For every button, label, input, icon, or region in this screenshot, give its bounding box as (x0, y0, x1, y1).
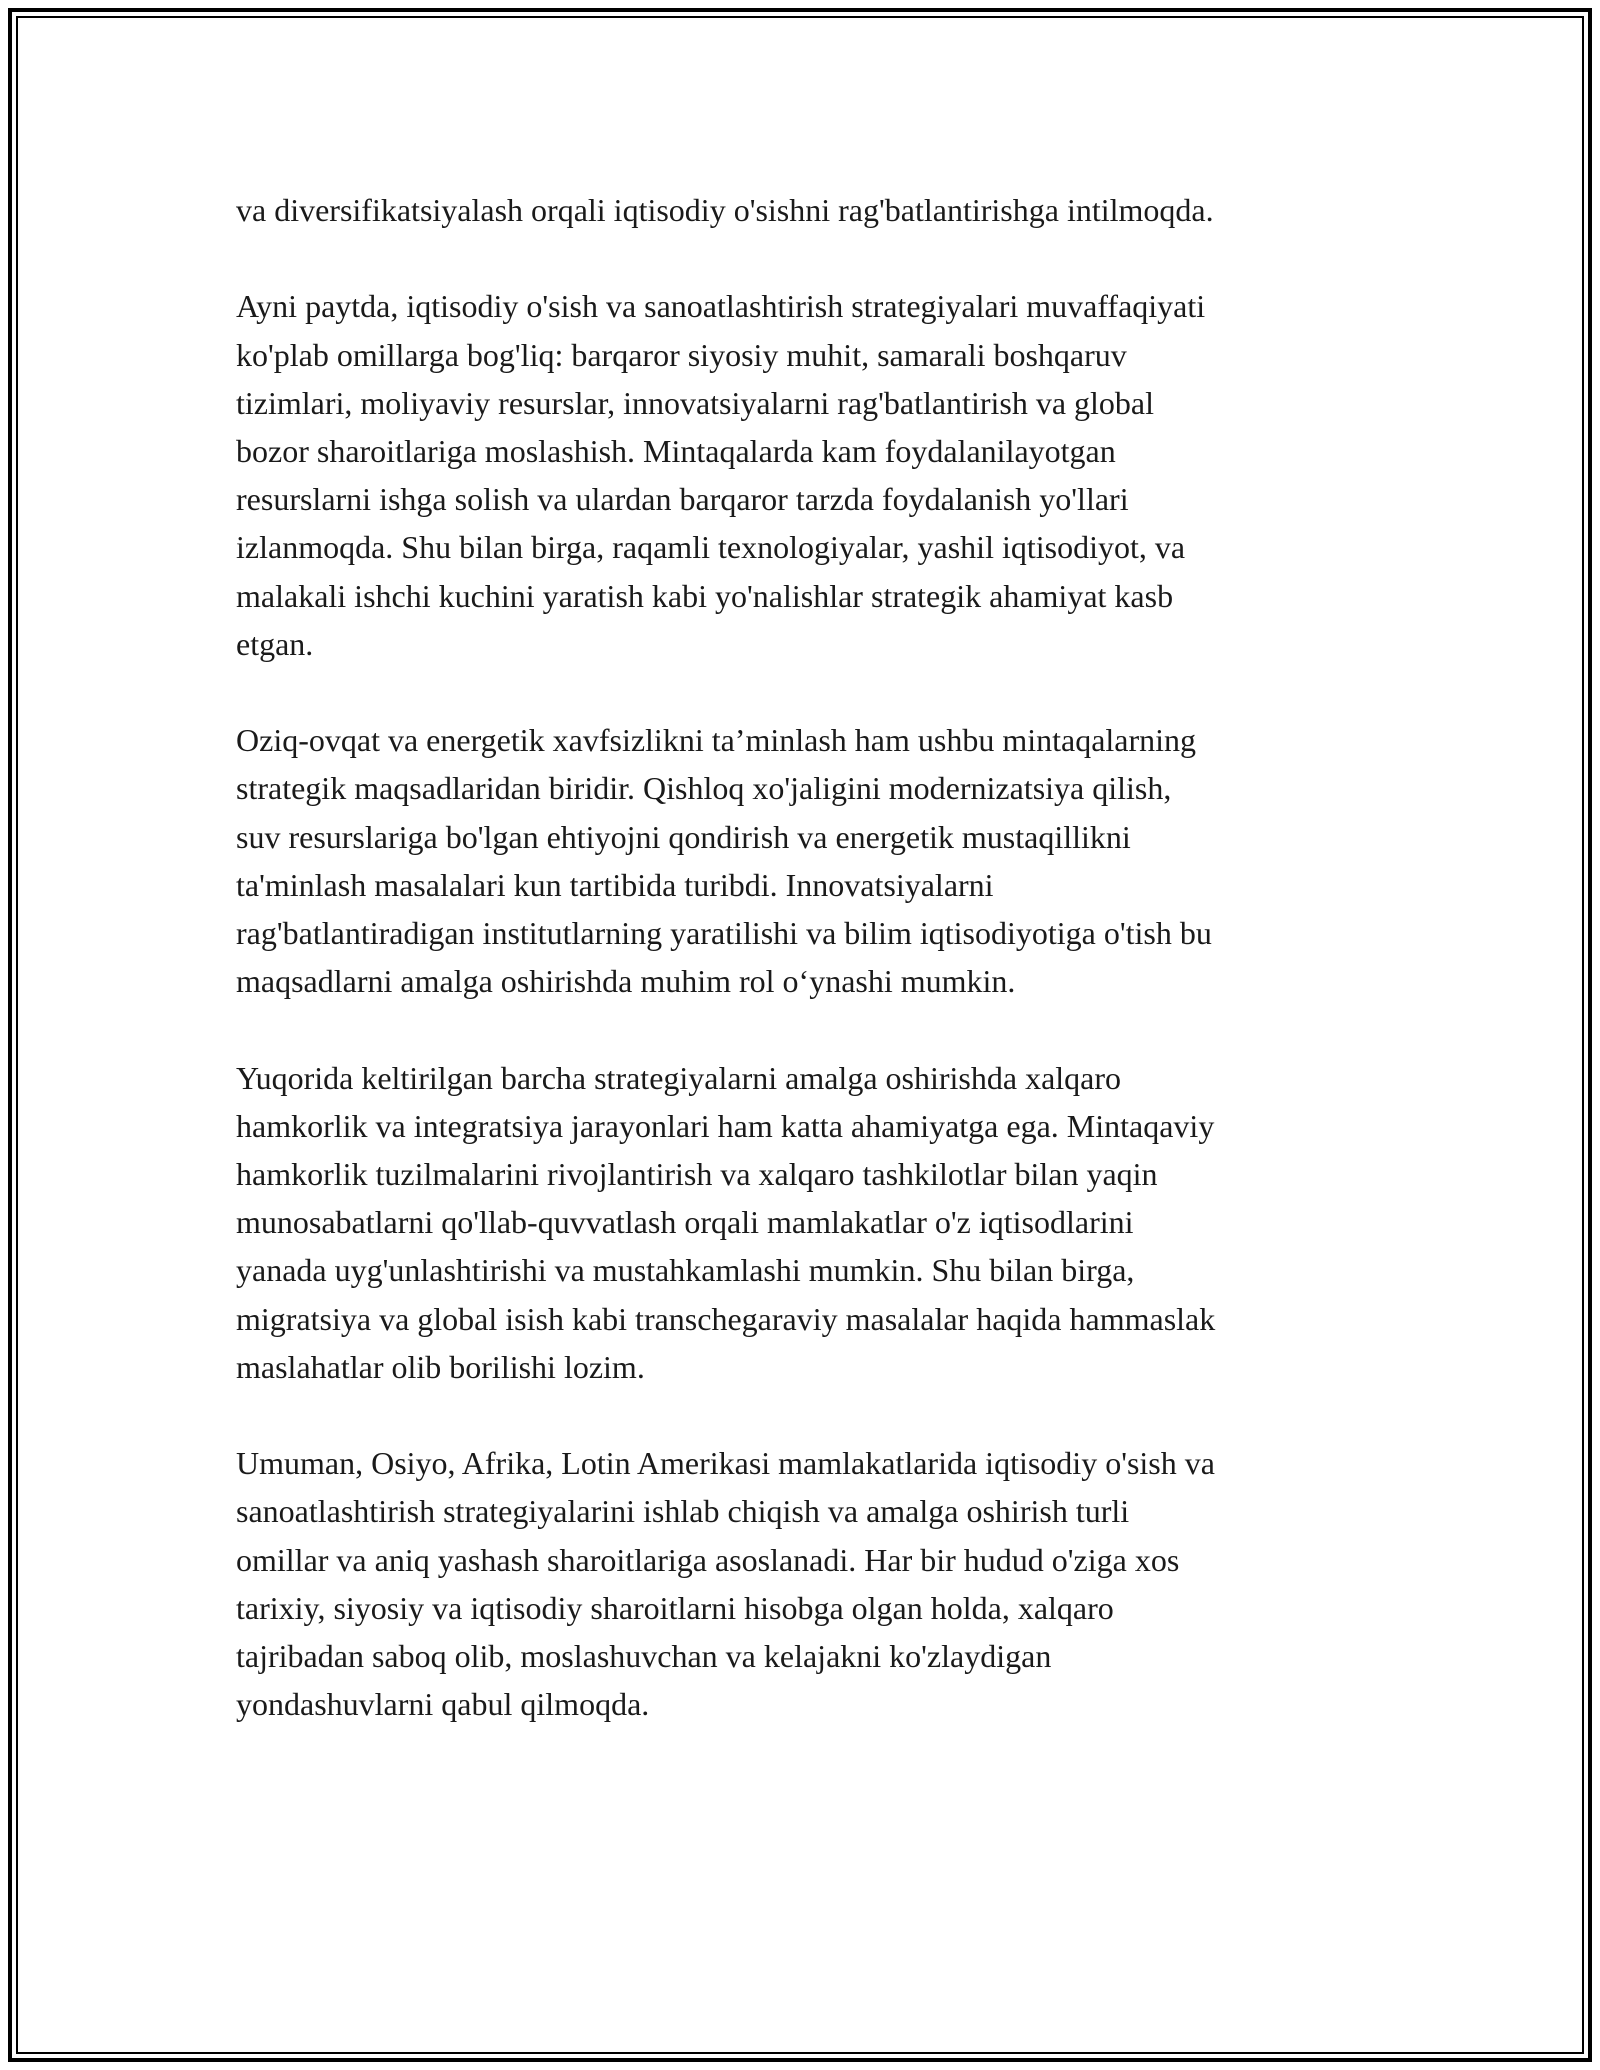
text-line: ta'minlash masalalari kun tartibida turibdi. Innovatsiyalarni (236, 866, 994, 903)
paragraph-1 (236, 186, 1366, 234)
text-line: tajribadan saboq olib, moslashuvchan va kelajakni ko'zlaydigan (236, 1638, 1052, 1675)
text-line: resurslarni ishga solish va ulardan barqaror tarzda foydalanish yo'llari (236, 481, 1129, 518)
text-line: Yuqorida keltirilgan barcha strategiyalarni amalga oshirishda xalqaro (236, 1059, 1122, 1096)
text-line: tizimlari, moliyaviy resurslar, innovatsiyalarni rag'batlantirish va global (236, 384, 1155, 421)
text-line: suv resurslariga bo'lgan ehtiyojni qondirish va energetik mustaqillikni (236, 818, 1131, 855)
text-line: hamkorlik tuzilmalarini rivojlantirish va xalqaro tashkilotlar bilan yaqin (236, 1156, 1158, 1193)
text-line: munosabatlarni qo'llab-quvvatlash orqali mamlakatlar o'z iqtisodlarini (236, 1204, 1134, 1241)
paragraph-3 (236, 716, 1366, 1005)
text-line: rag'batlantiradigan institutlarning yaratilishi va bilim iqtisodiyotiga o'tish bu (236, 915, 1212, 952)
text-line: ko'plab omillarga bog'liq: barqaror siyosiy muhit, samarali boshqaruv (236, 336, 1127, 373)
text-line: omillar va aniq yashash sharoitlariga asoslanadi. Har bir hudud o'ziga xos (236, 1541, 1180, 1578)
paragraph-5 (236, 1439, 1366, 1728)
text-line: sanoatlashtirish strategiyalarini ishlab chiqish va amalga oshirish turli (236, 1493, 1130, 1530)
text-line: maslahatlar olib borilishi lozim. (236, 1348, 645, 1385)
text-line: bozor sharoitlariga moslashish. Mintaqalarda kam foydalanilayotgan (236, 433, 1116, 469)
text-line: Oziq-ovqat va energetik xavfsizlikni ta’minlash ham ushbu mintaqalarning (236, 722, 1197, 759)
text-line: maqsadlarni amalga oshirishda muhim rol o‘ynashi mumkin. (236, 963, 1016, 1000)
text-line: strategik maqsadlaridan biridir. Qishloq xo'jaligini modernizatsiya qilish, (236, 770, 1172, 807)
text-line: etgan. (236, 625, 314, 662)
text-line: Ayni paytda, iqtisodiy o'sish va sanoatlashtirish strategiyalari muvaffaqiyati (236, 288, 1206, 325)
text-line: va diversifikatsiyalash orqali iqtisodiy o'sishni rag'batlantirishga intilmoqda. (236, 192, 1214, 228)
text-line: malakali ishchi kuchini yaratish kabi yo'nalishlar strategik ahamiyat kasb (236, 577, 1174, 614)
paragraph-4 (236, 1054, 1366, 1391)
text-line: izlanmoqda. Shu bilan birga, raqamli texnologiyalar, yashil iqtisodiyot, va (236, 529, 1186, 566)
paragraph-2 (236, 282, 1366, 668)
text-line: tarixiy, siyosiy va iqtisodiy sharoitlarni hisobga olgan holda, xalqaro (236, 1589, 1114, 1626)
text-line: hamkorlik va integratsiya jarayonlari ham katta ahamiyatga ega. Mintaqaviy (236, 1107, 1215, 1144)
text-line: Umuman, Osiyo, Afrika, Lotin Amerikasi mamlakatlarida iqtisodiy o'sish va (236, 1445, 1215, 1482)
text-line: yondashuvlarni qabul qilmoqda. (236, 1686, 650, 1723)
text-line: migratsiya va global isish kabi transchegaraviy masalalar haqida hammaslak (236, 1300, 1216, 1337)
text-line: yanada uyg'unlashtirishi va mustahkamlashi mumkin. Shu bilan birga, (236, 1252, 1135, 1289)
document-body (236, 186, 1366, 1777)
